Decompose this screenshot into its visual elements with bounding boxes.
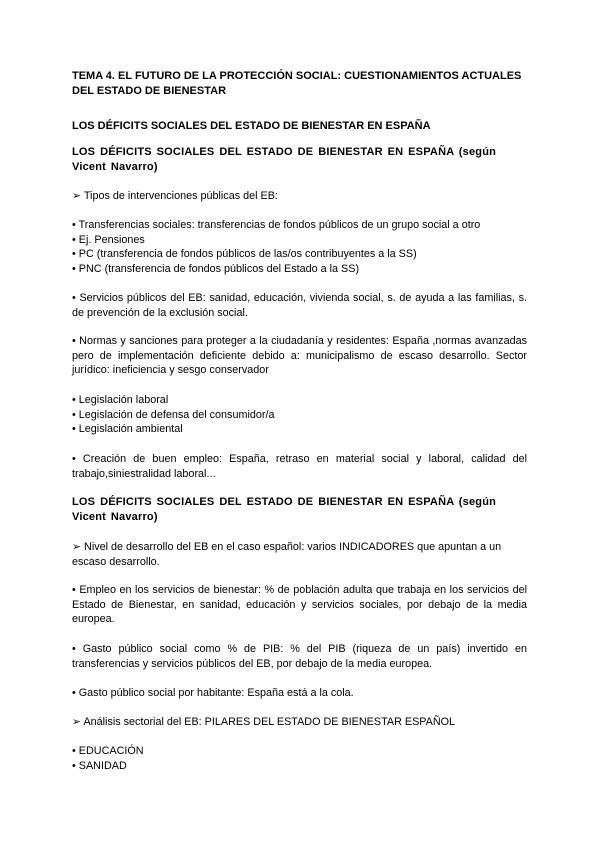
list-item: • PC (transferencia de fondos públicos de las/os contribuyentes a la SS) [72,248,417,261]
section-heading-3: LOS DÉFICITS SOCIALES DEL ESTADO DE BIENESTAR EN ESPAÑA (según Vicent Navarro) [72,496,497,523]
development-level-paragraph: ➢ Nivel de desarrollo del EB en el caso español: varios INDICADORES que apuntan a un escaso desarrollo. [72,541,502,568]
intervention-types-intro: ➢ Tipos de intervenciones públicas del EB: [72,190,278,202]
title-line-2: DEL ESTADO DE BIENESTAR [72,85,227,97]
sector-analysis-intro: ➢ Análisis sectorial del EB: PILARES DEL ESTADO DE BIENESTAR ESPAÑOL [72,716,456,728]
section-heading-2: LOS DÉFICITS SOCIALES DEL ESTADO DE BIENESTAR EN ESPAÑA (según Vicent Navarro) [72,146,497,173]
title-line-1: TEMA 4. EL FUTURO DE LA PROTECCIÓN SOCIAL: CUESTIONAMIENTOS ACTUALES [72,70,522,82]
list-item: • EDUCACIÓN [72,745,144,757]
section-heading-1: LOS DÉFICITS SOCIALES DEL ESTADO DE BIENESTAR EN ESPAÑA [72,120,431,132]
pillars-list [72,744,527,773]
social-spending-gdp-paragraph: • Gasto público social como % de PIB: % del PIB (riqueza de un país) invertido en transferencias y servicios públicos del EB, por debajo de la media europea. [72,643,527,670]
document-title [72,69,527,99]
list-item: • SANIDAD [72,759,127,772]
list-item: • Legislación ambiental [72,423,183,436]
list-item: • Legislación de defensa del consumidor/a [72,408,275,421]
list-item: • Transferencias sociales: transferencias de fondos públicos de un grupo social a otro [72,219,481,231]
public-services-paragraph: • Servicios públicos del EB: sanidad, educación, vivienda social, s. de ayuda a las familias, s. de prevención de la exclusión social. [72,292,527,319]
welfare-employment-paragraph: • Empleo en los servicios de bienestar: % de población adulta que trabaja en los servicios del Estado de Bienestar, en sanidad, educación y servicios sociales, por debajo de la media europea. [72,584,527,626]
list-item: • Legislación laboral [72,394,169,406]
social-spending-per-capita-paragraph: • Gasto público social por habitante: España está a la cola. [72,687,354,699]
list-item: • PNC (transferencia de fondos públicos del Estado a la SS) [72,262,360,275]
legislation-list [72,393,527,437]
transfer-list [72,218,527,276]
norms-paragraph: • Normas y sanciones para proteger a la ciudadanía y residentes: España ,normas avanzadas pero de implementación deficiente debido a: municipalismo de escaso desarrollo. Sector jurídico: ineficiencia y sesgo conservador [72,335,527,377]
list-item: • Ej. Pensiones [72,233,145,246]
employment-paragraph: • Creación de buen empleo: España, retraso en material social y laboral, calidad del trabajo,siniestralidad laboral... [72,453,527,480]
